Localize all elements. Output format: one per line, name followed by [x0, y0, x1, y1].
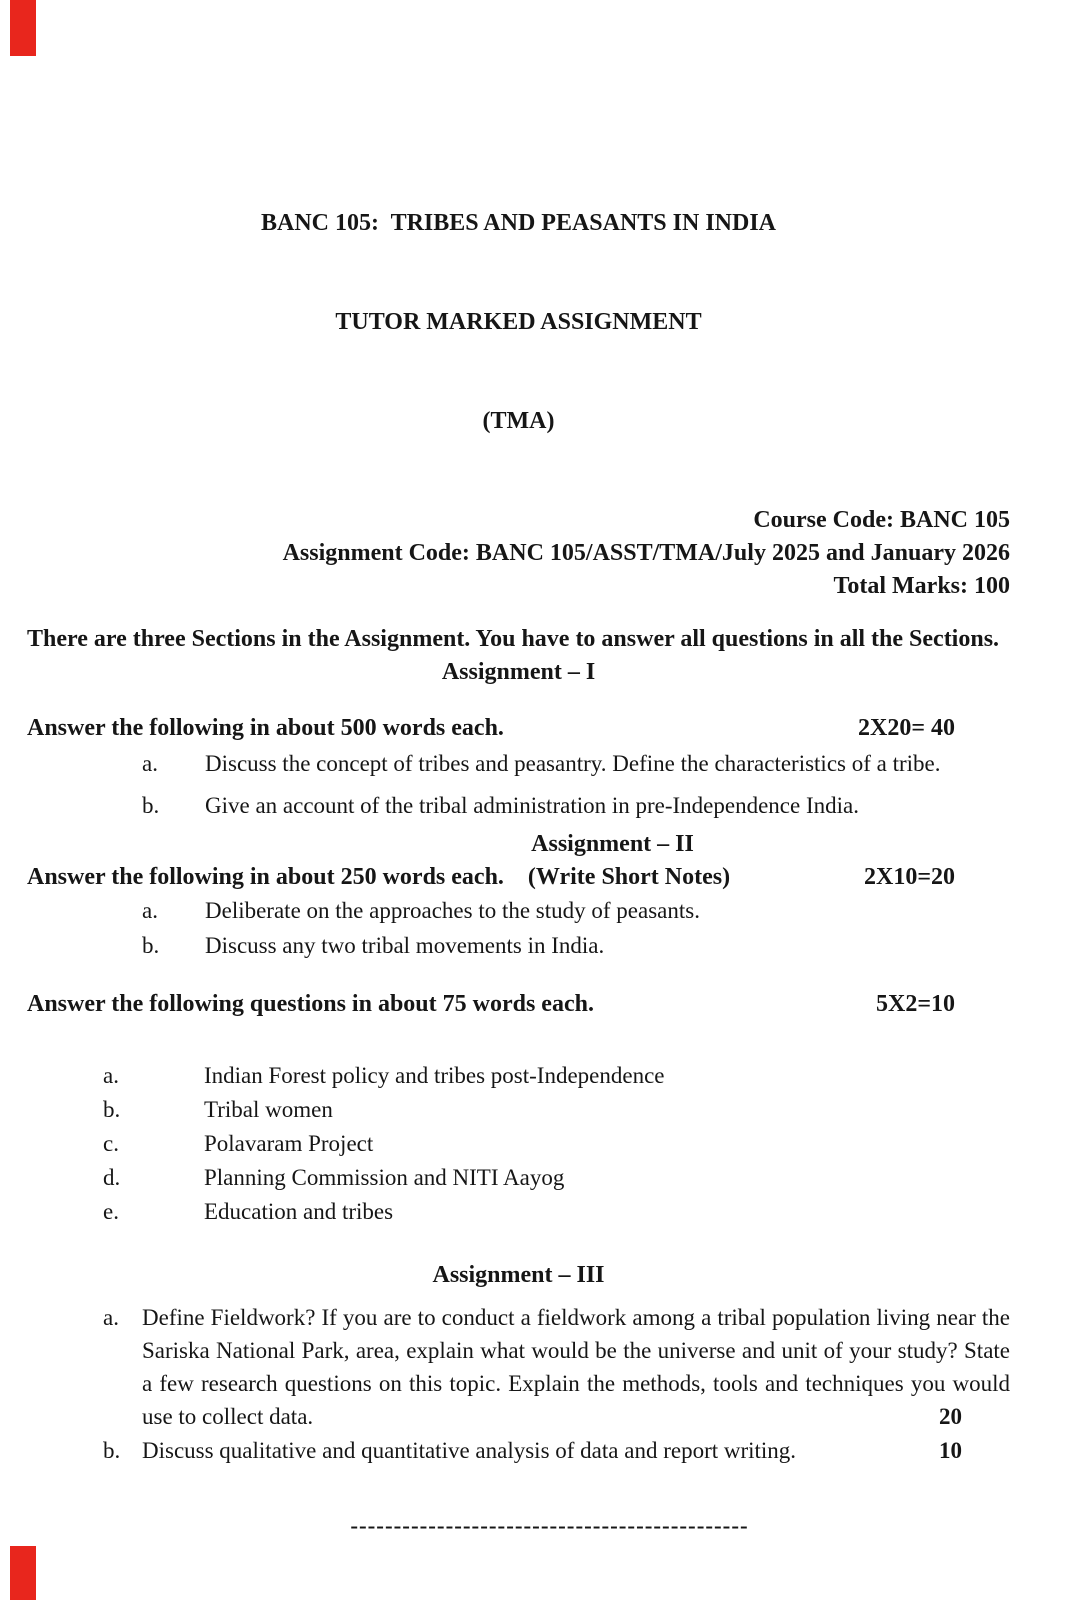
item-text: Planning Commission and NITI Aayog	[204, 1165, 565, 1190]
item-label: e.	[103, 1199, 119, 1224]
assignment-code: Assignment Code: BANC 105/ASST/TMA/July 2025 and January 2026	[282, 540, 1010, 566]
item-label: b.	[142, 933, 160, 958]
instruction-text: Answer the following questions in about 75 words each.	[27, 991, 594, 1017]
item-label: b.	[103, 1097, 121, 1122]
item-label: a.	[103, 1305, 119, 1330]
question-item	[27, 929, 1010, 962]
item-text: Deliberate on the approaches to the study of peasants.	[205, 898, 700, 923]
section-heading-assignment-2: Assignment – II	[531, 831, 694, 857]
item-label: b.	[142, 793, 160, 818]
list-item	[27, 1059, 1010, 1093]
instruction-text: Answer the following in about 250 words each.	[27, 864, 504, 890]
item-text: Tribal women	[204, 1097, 333, 1122]
marks-value: 2X20= 40	[857, 715, 955, 741]
marks-value: 10	[939, 1438, 962, 1463]
marks-value: 5X2=10	[875, 991, 955, 1017]
separator-dashes: ----------------------------------------------	[350, 1513, 749, 1538]
instruction-row-assignment-1	[27, 712, 1010, 745]
general-instruction: There are three Sections in the Assignment. You have to answer all questions in all the Sections.	[27, 626, 1000, 652]
list-item	[27, 1195, 1010, 1229]
marks-value: 2X10=20	[863, 864, 955, 890]
instruction-row-short-answer	[27, 988, 1010, 1021]
item-text: Define Fieldwork? If you are to conduct a fieldwork among a tribal population living near the Sariska National Park, area, explain what would be the universe and unit of your study? State a few research questions on this topic. Explain the methods, tools and techniques you would use to collect data.	[142, 1305, 1010, 1429]
assignment-meta-block	[27, 504, 1010, 603]
item-text: Discuss the concept of tribes and peasantry. Define the characteristics of a tribe.	[205, 751, 941, 776]
item-label: d.	[103, 1165, 121, 1190]
list-item	[27, 1161, 1010, 1195]
item-text: Education and tribes	[204, 1199, 394, 1224]
marks-value: 20	[939, 1404, 962, 1429]
list-item	[27, 1127, 1010, 1161]
question-item	[27, 1434, 1010, 1467]
item-label: a.	[142, 898, 158, 923]
question-item	[27, 1301, 1010, 1433]
document-title-block	[27, 141, 1010, 504]
item-label: b.	[103, 1438, 121, 1463]
assignment-abbreviation: (TMA)	[482, 408, 555, 434]
short-answer-list	[27, 1059, 1010, 1229]
question-item	[27, 747, 1010, 780]
document-content	[27, 141, 1010, 1542]
instruction-row-assignment-2	[27, 861, 1010, 894]
list-item	[27, 1093, 1010, 1127]
total-marks: Total Marks: 100	[833, 573, 1010, 599]
item-text: Give an account of the tribal administration in pre-Independence India.	[205, 793, 859, 818]
question-item	[27, 894, 1010, 927]
item-text: Discuss qualitative and quantitative analysis of data and report writing.	[142, 1438, 797, 1463]
course-title: BANC 105: TRIBES AND PEASANTS IN INDIA	[261, 210, 776, 236]
assignment-type-title: TUTOR MARKED ASSIGNMENT	[335, 309, 702, 335]
question-item	[27, 789, 1010, 822]
item-text: Indian Forest policy and tribes post-Independence	[204, 1063, 665, 1088]
item-text: Polavaram Project	[204, 1131, 374, 1156]
section-heading-assignment-1: Assignment – I	[441, 659, 596, 685]
item-label: a.	[142, 751, 158, 776]
red-scan-mark-bottom-left	[10, 1546, 36, 1600]
item-label: a.	[103, 1063, 119, 1088]
item-text: Discuss any two tribal movements in India.	[205, 933, 605, 958]
instruction-note: (Write Short Notes)	[527, 864, 731, 890]
instruction-text: Answer the following in about 500 words each.	[27, 715, 504, 741]
item-label: c.	[103, 1131, 119, 1156]
red-scan-mark-top-left	[10, 0, 36, 56]
section-heading-assignment-3: Assignment – III	[432, 1262, 605, 1288]
course-code: Course Code: BANC 105	[753, 507, 1010, 533]
